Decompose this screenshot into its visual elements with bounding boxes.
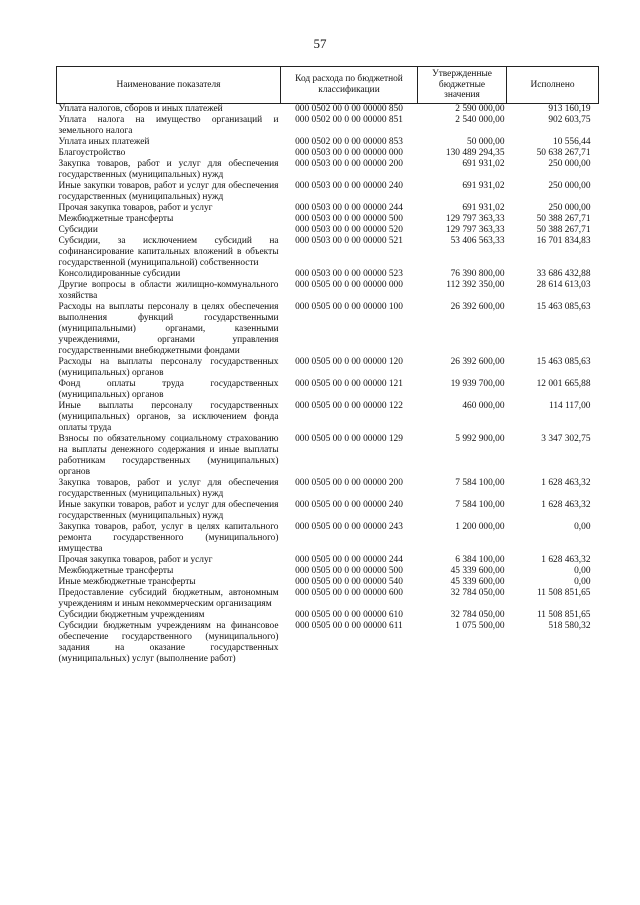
table-row: [57, 269, 599, 280]
row-expense-code: 000 0502 00 0 00 00000 853: [295, 136, 403, 147]
row-indicator-name: Уплата налогов, сборов и иных платежей: [58, 103, 223, 114]
row-indicator-name: Благоустройство: [58, 147, 126, 158]
row-approved-value: 691 931,02: [462, 202, 505, 213]
table-row: [57, 357, 599, 379]
row-expense-code: 000 0503 00 0 00 00000 500: [295, 213, 403, 224]
table-row: [57, 137, 599, 148]
header-approved-values: Утвержденные бюджетные значения: [418, 67, 507, 104]
row-executed-value: 1 628 463,32: [541, 477, 591, 488]
row-expense-code: 000 0505 00 0 00 00000 240: [295, 499, 403, 510]
row-approved-value: 460 000,00: [462, 400, 505, 411]
row-approved-value: 691 931,02: [462, 180, 505, 191]
table-row: [57, 522, 599, 555]
row-approved-value: 130 489 294,35: [445, 147, 505, 158]
row-approved-value: 7 584 100,00: [455, 499, 505, 510]
row-executed-value: 33 686 432,88: [536, 268, 591, 279]
header-expense-code: Код расхода по бюджетной классификации: [281, 67, 418, 104]
row-indicator-name: Фонд оплаты труда государственных (муниципальных) органов: [58, 378, 279, 400]
row-expense-code: 000 0505 00 0 00 00000 200: [295, 477, 403, 488]
row-expense-code: 000 0503 00 0 00 00000 240: [295, 180, 403, 191]
row-approved-value: 7 584 100,00: [455, 477, 505, 488]
row-indicator-name: Субсидии бюджетным учреждениям на финансовое обеспечение государственного (муниципального) задания на оказание государственных (муниципальных) услуг (выполнение работ): [58, 620, 279, 664]
row-indicator-name: Закупка товаров, работ и услуг для обеспечения государственных (муниципальных) нужд: [58, 158, 279, 180]
table-body: [57, 103, 599, 665]
row-approved-value: 26 392 600,00: [450, 301, 505, 312]
table-row: [57, 148, 599, 159]
row-executed-value: 518 580,32: [548, 620, 591, 631]
row-approved-value: 112 392 350,00: [446, 279, 505, 290]
row-expense-code: 000 0505 00 0 00 00000 540: [295, 576, 403, 587]
table-row: [57, 115, 599, 137]
table-row: [57, 225, 599, 236]
row-executed-value: 28 614 613,03: [536, 279, 591, 290]
table-row: [57, 103, 599, 115]
row-approved-value: 45 339 600,00: [450, 565, 505, 576]
row-approved-value: 129 797 363,33: [445, 224, 505, 235]
table-row: [57, 434, 599, 478]
table-row: [57, 181, 599, 203]
row-expense-code: 000 0505 00 0 00 00000 100: [295, 301, 403, 312]
row-approved-value: 26 392 600,00: [450, 356, 505, 367]
row-executed-value: 15 463 085,63: [536, 356, 591, 367]
row-indicator-name: Иные закупки товаров, работ и услуг для обеспечения государственных (муниципальных) нужд: [58, 499, 279, 521]
table-row: [57, 214, 599, 225]
row-approved-value: 1 200 000,00: [455, 521, 505, 532]
header-indicator-name: Наименование показателя: [57, 67, 281, 104]
row-executed-value: 50 388 267,71: [536, 224, 591, 235]
row-executed-value: 11 508 851,65: [536, 609, 591, 620]
row-expense-code: 000 0505 00 0 00 00000 122: [295, 400, 403, 411]
row-approved-value: 691 931,02: [462, 158, 505, 169]
row-executed-value: 50 388 267,71: [536, 213, 591, 224]
row-expense-code: 000 0505 00 0 00 00000 244: [295, 554, 403, 565]
row-approved-value: 32 784 050,00: [450, 609, 505, 620]
table-row: [57, 555, 599, 566]
row-approved-value: 1 075 500,00: [455, 620, 505, 631]
row-indicator-name: Субсидии бюджетным учреждениям: [58, 609, 205, 620]
table-row: [57, 610, 599, 621]
table-row: [57, 478, 599, 500]
table-row: [57, 621, 599, 665]
row-approved-value: 32 784 050,00: [450, 587, 505, 598]
row-expense-code: 000 0505 00 0 00 00000 610: [295, 609, 403, 620]
table-row: [57, 500, 599, 522]
row-indicator-name: Закупка товаров, работ, услуг в целях капитального ремонта государственного (муниципального) имущества: [58, 521, 279, 554]
row-executed-value: 11 508 851,65: [536, 587, 591, 598]
row-indicator-name: Межбюджетные трансферты: [58, 213, 174, 224]
row-executed-value: 250 000,00: [548, 158, 591, 169]
row-executed-value: 15 463 085,63: [536, 301, 591, 312]
row-indicator-name: Субсидии, за исключением субсидий на софинансирование капитальных вложений в объекты государственной (муниципальной) собственности: [58, 235, 279, 268]
row-indicator-name: Другие вопросы в области жилищно-коммунального хозяйства: [58, 279, 279, 301]
row-indicator-name: Прочая закупка товаров, работ и услуг: [58, 554, 213, 565]
row-approved-value: 5 992 900,00: [455, 433, 505, 444]
table-row: [57, 577, 599, 588]
row-executed-value: 0,00: [574, 565, 591, 576]
row-approved-value: 6 384 100,00: [455, 554, 505, 565]
row-approved-value: 50 000,00: [467, 136, 505, 147]
row-executed-value: 114 117,00: [549, 400, 591, 411]
row-expense-code: 000 0505 00 0 00 00000 611: [295, 620, 403, 631]
row-indicator-name: Иные закупки товаров, работ и услуг для обеспечения государственных (муниципальных) нужд: [58, 180, 279, 202]
row-approved-value: 2 590 000,00: [455, 103, 505, 114]
row-expense-code: 000 0505 00 0 00 00000 121: [295, 378, 403, 389]
row-approved-value: 45 339 600,00: [450, 576, 505, 587]
row-indicator-name: Закупка товаров, работ и услуг для обеспечения государственных (муниципальных) нужд: [58, 477, 279, 499]
budget-execution-table: [56, 66, 599, 665]
row-indicator-name: Прочая закупка товаров, работ и услуг: [58, 202, 213, 213]
table-row: [57, 280, 599, 302]
table-row: [57, 159, 599, 181]
table-row: [57, 588, 599, 610]
table-row: [57, 401, 599, 434]
row-indicator-name: Иные межбюджетные трансферты: [58, 576, 196, 587]
row-indicator-name: Расходы на выплаты персоналу в целях обеспечения выполнения функций государственными (муниципальными) органами, казенными учреждениями, органами управления государственными внебюджетными фондами: [58, 301, 279, 356]
table-row: [57, 203, 599, 214]
table-row: [57, 379, 599, 401]
row-indicator-name: Уплата иных платежей: [58, 136, 150, 147]
row-expense-code: 000 0505 00 0 00 00000 243: [295, 521, 403, 532]
row-executed-value: 12 001 665,88: [536, 378, 591, 389]
row-expense-code: 000 0505 00 0 00 00000 500: [295, 565, 403, 576]
row-indicator-name: Предоставление субсидий бюджетным, автономным учреждениям и иным некоммерческим организациям: [58, 587, 279, 609]
row-expense-code: 000 0503 00 0 00 00000 520: [295, 224, 403, 235]
row-executed-value: 3 347 302,75: [541, 433, 591, 444]
row-executed-value: 1 628 463,32: [541, 554, 591, 565]
row-executed-value: 16 701 834,83: [536, 235, 591, 246]
row-expense-code: 000 0505 00 0 00 00000 000: [295, 279, 403, 290]
row-indicator-name: Расходы на выплаты персоналу государственных (муниципальных) органов: [58, 356, 279, 378]
row-expense-code: 000 0505 00 0 00 00000 600: [295, 587, 403, 598]
row-expense-code: 000 0503 00 0 00 00000 244: [295, 202, 403, 213]
table-row: [57, 566, 599, 577]
row-expense-code: 000 0502 00 0 00 00000 850: [295, 103, 403, 114]
row-expense-code: 000 0505 00 0 00 00000 129: [295, 433, 403, 444]
row-expense-code: 000 0502 00 0 00 00000 851: [295, 114, 403, 125]
table-row: [57, 236, 599, 269]
row-executed-value: 902 603,75: [548, 114, 591, 125]
row-executed-value: 0,00: [574, 576, 591, 587]
row-expense-code: 000 0503 00 0 00 00000 523: [295, 268, 403, 279]
row-executed-value: 250 000,00: [548, 180, 591, 191]
row-executed-value: 250 000,00: [548, 202, 591, 213]
row-approved-value: 129 797 363,33: [445, 213, 505, 224]
row-executed-value: 1 628 463,32: [541, 499, 591, 510]
table-header-row: [57, 67, 599, 104]
row-executed-value: 10 556,44: [553, 136, 591, 147]
row-executed-value: 50 638 267,71: [536, 147, 591, 158]
row-approved-value: 76 390 800,00: [450, 268, 505, 279]
row-indicator-name: Уплата налога на имущество организаций и земельного налога: [58, 114, 279, 136]
row-expense-code: 000 0503 00 0 00 00000 200: [295, 158, 403, 169]
header-executed: Исполнено: [507, 67, 599, 104]
row-indicator-name: Иные выплаты персоналу государственных (муниципальных) органов, за исключением фонда оплаты труда: [58, 400, 279, 433]
row-approved-value: 2 540 000,00: [455, 114, 505, 125]
row-expense-code: 000 0505 00 0 00 00000 120: [295, 356, 403, 367]
row-expense-code: 000 0503 00 0 00 00000 521: [295, 235, 403, 246]
row-executed-value: 0,00: [574, 521, 591, 532]
row-indicator-name: Межбюджетные трансферты: [58, 565, 174, 576]
row-expense-code: 000 0503 00 0 00 00000 000: [295, 147, 403, 158]
row-indicator-name: Консолидированные субсидии: [58, 268, 181, 279]
row-indicator-name: Взносы по обязательному социальному страхованию на выплаты денежного содержания и иные выплаты работникам государственных (муниципальных) органов: [58, 433, 279, 477]
row-approved-value: 53 406 563,33: [450, 235, 505, 246]
row-executed-value: 913 160,19: [548, 103, 591, 114]
table-row: [57, 302, 599, 357]
row-approved-value: 19 939 700,00: [450, 378, 505, 389]
page-number: 57: [313, 36, 327, 51]
row-indicator-name: Субсидии: [58, 224, 98, 235]
